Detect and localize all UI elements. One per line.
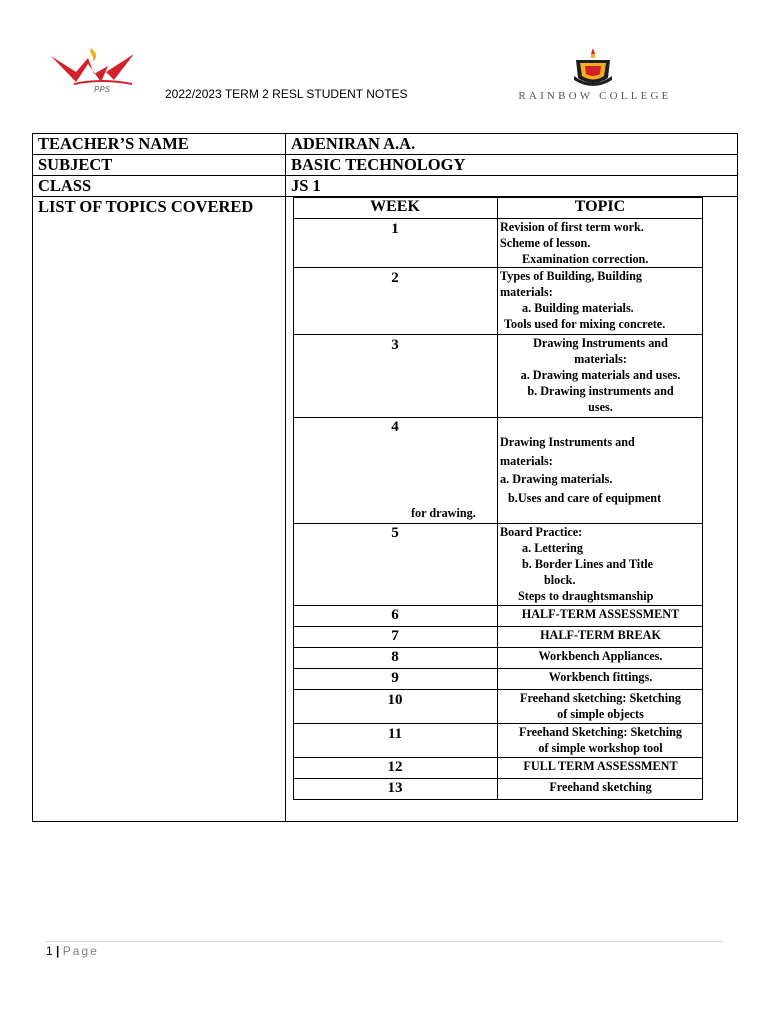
pps-logo — [46, 44, 156, 102]
week-number: 7 — [391, 628, 399, 644]
college-crest-icon — [568, 46, 618, 88]
svg-text:PPS: PPS — [93, 85, 111, 94]
teacher-name-label: TEACHER’S NAME — [38, 134, 189, 153]
week-number: 12 — [387, 759, 403, 775]
page-number — [46, 944, 99, 958]
class-value: JS 1 — [291, 176, 321, 195]
topic-cell: Drawing Instruments and materials: a. Drawing materials and uses. b. Drawing instruments and uses. — [520, 336, 681, 414]
rainbow-college-logo — [500, 46, 690, 108]
topic-cell: HALF-TERM BREAK — [540, 628, 661, 642]
subject-value: BASIC TECHNOLOGY — [291, 155, 466, 174]
topic-cell: Freehand sketching — [549, 780, 652, 794]
topic-cell: HALF-TERM ASSESSMENT — [521, 607, 680, 621]
topics-covered-label: LIST OF TOPICS COVERED — [38, 197, 254, 216]
topic-cell: Board Practice: a. Lettering b. Border Lines and Title block. Steps to draughtsmanship — [500, 525, 654, 603]
week-number: 13 — [387, 780, 403, 796]
topic-cell: Drawing Instruments and materials: a. Drawing materials. b.Uses and care of equipment — [500, 435, 662, 505]
week-column-header: WEEK — [370, 198, 420, 215]
week-number: 4 — [391, 419, 399, 435]
college-name: RAINBOW COLLEGE — [518, 90, 672, 102]
week-number: 5 — [391, 525, 399, 541]
page-separator: | — [56, 944, 60, 958]
week-number: 2 — [391, 270, 399, 286]
page-word: Page — [62, 944, 99, 958]
teacher-name-value: ADENIRAN A.A. — [291, 134, 416, 153]
topic-cell: Freehand sketching: Sketching of simple objects — [520, 691, 681, 721]
topic-overflow-text: for drawing. — [411, 506, 476, 520]
week-number: 8 — [391, 649, 399, 665]
week-number: 3 — [391, 337, 399, 353]
topic-cell: FULL TERM ASSESSMENT — [523, 759, 678, 773]
week-number: 9 — [391, 670, 399, 686]
topic-column-header: TOPIC — [574, 198, 626, 215]
topic-cell: Workbench fittings. — [548, 670, 653, 684]
week-number: 1 — [391, 221, 399, 237]
week-number: 10 — [387, 692, 403, 708]
topic-cell: Types of Building, Building materials: a. Building materials. Tools used for mixing concrete. — [500, 269, 666, 331]
page-number-value: 1 — [46, 944, 53, 958]
footer-divider — [46, 941, 723, 942]
week-number: 11 — [387, 726, 403, 742]
weekly-schedule-table — [293, 197, 703, 800]
week-number: 6 — [391, 607, 399, 623]
topic-cell: Workbench Appliances. — [538, 649, 663, 663]
topic-cell: Freehand Sketching: Sketching of simple workshop tool — [519, 725, 682, 755]
class-label: CLASS — [38, 176, 92, 195]
document-header-title: 2022/2023 TERM 2 RESL STUDENT NOTES — [165, 87, 408, 101]
subject-label: SUBJECT — [38, 155, 113, 174]
topic-cell: Revision of first term work. Scheme of lesson. Examination correction. — [500, 220, 649, 266]
